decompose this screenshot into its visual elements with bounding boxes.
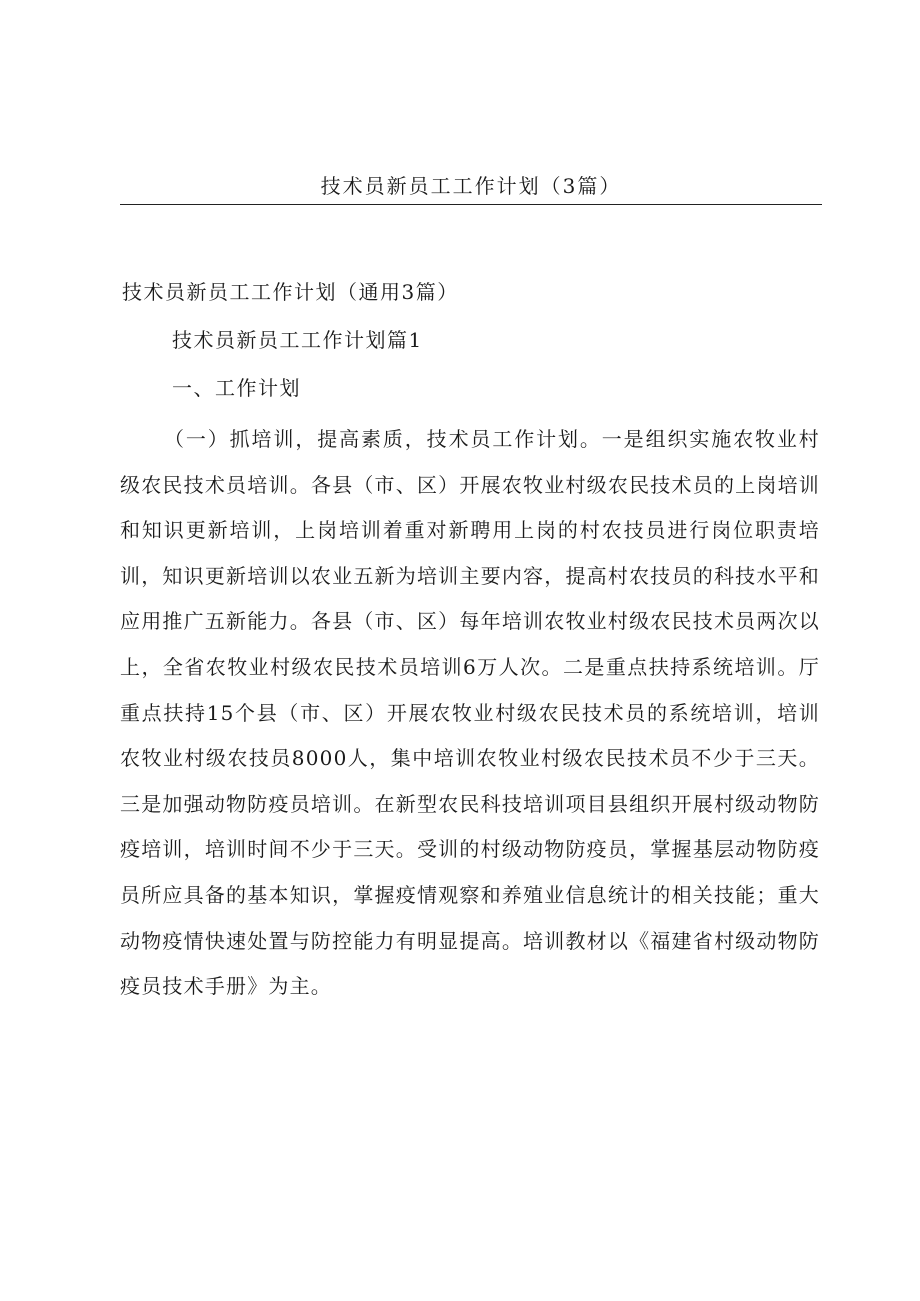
header-title: 技术员新员工工作计划（3篇）: [320, 174, 622, 198]
body-paragraph: （一）抓培训，提高素质，技术员工作计划。一是组织实施农牧业村级农民技术员培训。各县（市、区）开展农牧业村级农民技术员的上岗培训和知识更新培训，上岗培训着重对新聘用上岗的村农技员进行岗位职责培训，知识更新培训以农业五新为培训主要内容，提高村农技员的科技水平和应用推广五新能力。各县（市、区）每年培训农牧业村级农民技术员两次以上，全省农牧业村级农民技术员培训6万人次。二是重点扶持系统培训。厅重点扶持15个县（市、区）开展农牧业村级农民技术员的系统培训，培训农牧业村级农技员8000人，集中培训农牧业村级农民技术员不少于三天。三是加强动物防疫员培训。在新型农民科技培训项目县组织开展村级动物防疫培训，培训时间不少于三天。受训的村级动物防疫员，掌握基层动物防疫员所应具备的基本知识，掌握疫情观察和养殖业信息统计的相关技能；重大动物疫情快速处置与防控能力有明显提高。培训教材以《福建省村级动物防疫员技术手册》为主。: [120, 427, 820, 999]
header-rule: [120, 204, 822, 205]
document-title: 技术员新员工工作计划（通用3篇）: [122, 280, 459, 304]
section-title: 技术员新员工工作计划篇1: [172, 328, 423, 352]
subsection-title: 一、工作计划: [172, 376, 301, 400]
